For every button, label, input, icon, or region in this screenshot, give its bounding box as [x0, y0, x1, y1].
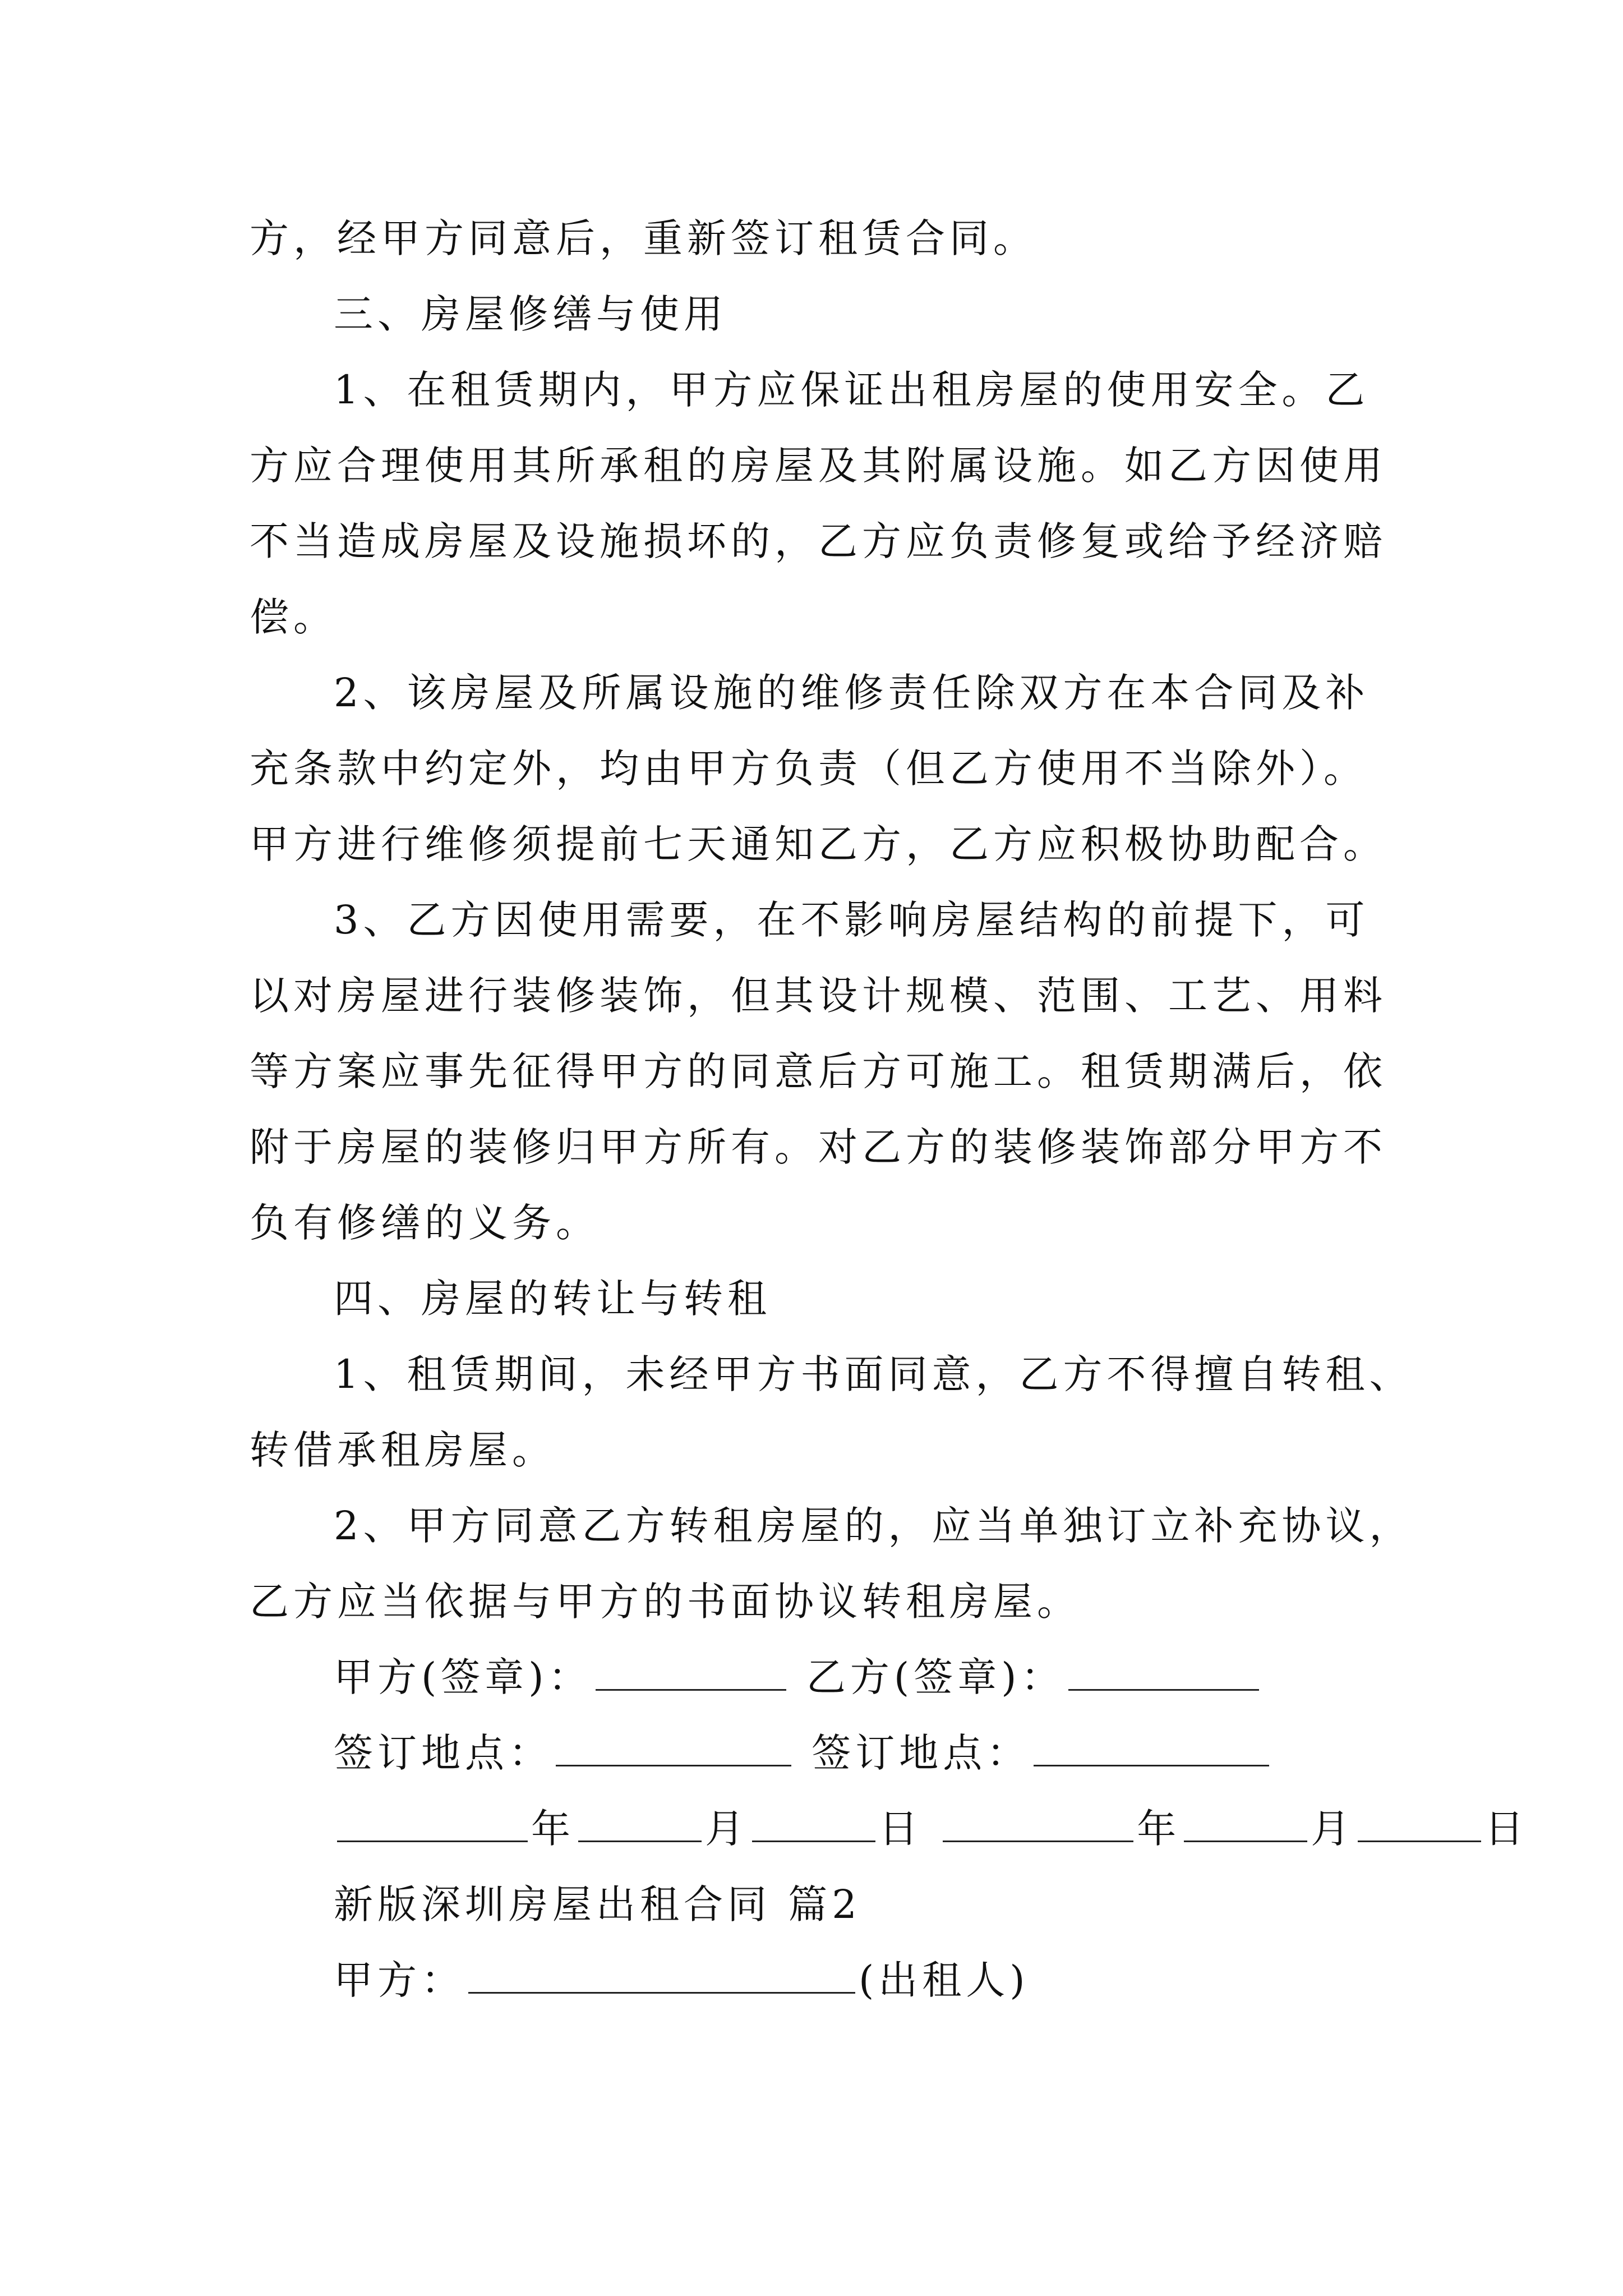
paragraph-line: 乙方应当依据与甲方的书面协议转租房屋。: [250, 1579, 1081, 1625]
party-a-day-blank[interactable]: [752, 1801, 875, 1842]
paragraph-line: 以对房屋进行装修装饰，但其设计规模、范围、工艺、用料: [250, 973, 1387, 1019]
party-a-place-label: 签订地点：: [334, 1730, 552, 1776]
party-b-year-blank[interactable]: [943, 1801, 1133, 1842]
paragraph-line: 甲方进行维修须提前七天通知乙方，乙方应积极协助配合。: [250, 821, 1387, 867]
paragraph-line: 附于房屋的装修归甲方所有。对乙方的装修装饰部分甲方不: [250, 1124, 1387, 1170]
lessor-blank[interactable]: [468, 1953, 855, 1994]
party-a-year-blank[interactable]: [337, 1801, 528, 1842]
signature-row: [334, 1649, 1500, 1705]
paragraph-line: 2、甲方同意乙方转租房屋的，应当单独订立补充协议，: [334, 1503, 1413, 1549]
party-b-place-blank[interactable]: [1034, 1726, 1269, 1766]
year-label: 年: [531, 1806, 575, 1852]
party-b-place-label: 签订地点：: [811, 1730, 1031, 1776]
paragraph-line: 充条款中约定外，均由甲方负责（但乙方使用不当除外）。: [250, 746, 1367, 792]
party-b-day-blank[interactable]: [1358, 1801, 1481, 1842]
month-label: 月: [1311, 1806, 1355, 1852]
party-a-signature-blank[interactable]: [596, 1650, 786, 1691]
signing-date-row: [334, 1801, 1529, 1857]
paragraph-line: 方应合理使用其所承租的房屋及其附属设施。如乙方因使用: [250, 443, 1387, 489]
paragraph-line: 偿。: [250, 594, 337, 640]
month-label: 月: [705, 1806, 749, 1852]
day-label: 日: [879, 1806, 923, 1852]
paragraph-line: 2、该房屋及所属设施的维修责任除双方在本合同及补: [334, 670, 1370, 716]
paragraph-line: 不当造成房屋及设施损坏的，乙方应负责修复或给予经济赔: [250, 518, 1387, 564]
paragraph-line: 等方案应事先征得甲方的同意后方可施工。租赁期满后，依: [250, 1048, 1387, 1094]
party-b-signature-label: 乙方(签章)：: [806, 1654, 1065, 1700]
paragraph-line: 转借承租房屋。: [250, 1427, 556, 1473]
paragraph-line: 1、在租赁期内，甲方应保证出租房屋的使用安全。乙: [334, 367, 1370, 413]
section-heading: 四、房屋的转让与转租: [334, 1276, 771, 1322]
year-label: 年: [1137, 1806, 1181, 1852]
party-b-signature-blank[interactable]: [1068, 1650, 1259, 1691]
party-a-place-blank[interactable]: [556, 1726, 791, 1766]
lessor-row: [334, 1952, 1500, 2008]
section-heading: 三、房屋修缮与使用: [334, 291, 727, 337]
paragraph-line: 3、乙方因使用需要，在不影响房屋结构的前提下，可: [334, 897, 1370, 943]
signing-place-row: [334, 1725, 1500, 1781]
party-a-month-blank[interactable]: [578, 1801, 702, 1842]
party-b-month-blank[interactable]: [1184, 1801, 1307, 1842]
paragraph-line: 1、租赁期间，未经甲方书面同意，乙方不得擅自转租、: [334, 1351, 1413, 1397]
next-section-title: 新版深圳房屋出租合同 篇2: [334, 1881, 861, 1927]
day-label: 日: [1484, 1806, 1529, 1852]
paragraph-line: 负有修缮的义务。: [250, 1200, 600, 1246]
lessor-label: 甲方：: [334, 1957, 465, 2003]
party-a-signature-label: 甲方(签章)：: [334, 1654, 592, 1700]
lessor-role: (出租人): [859, 1957, 1030, 2003]
paragraph-line: 方，经甲方同意后，重新签订租赁合同。: [250, 215, 1037, 261]
